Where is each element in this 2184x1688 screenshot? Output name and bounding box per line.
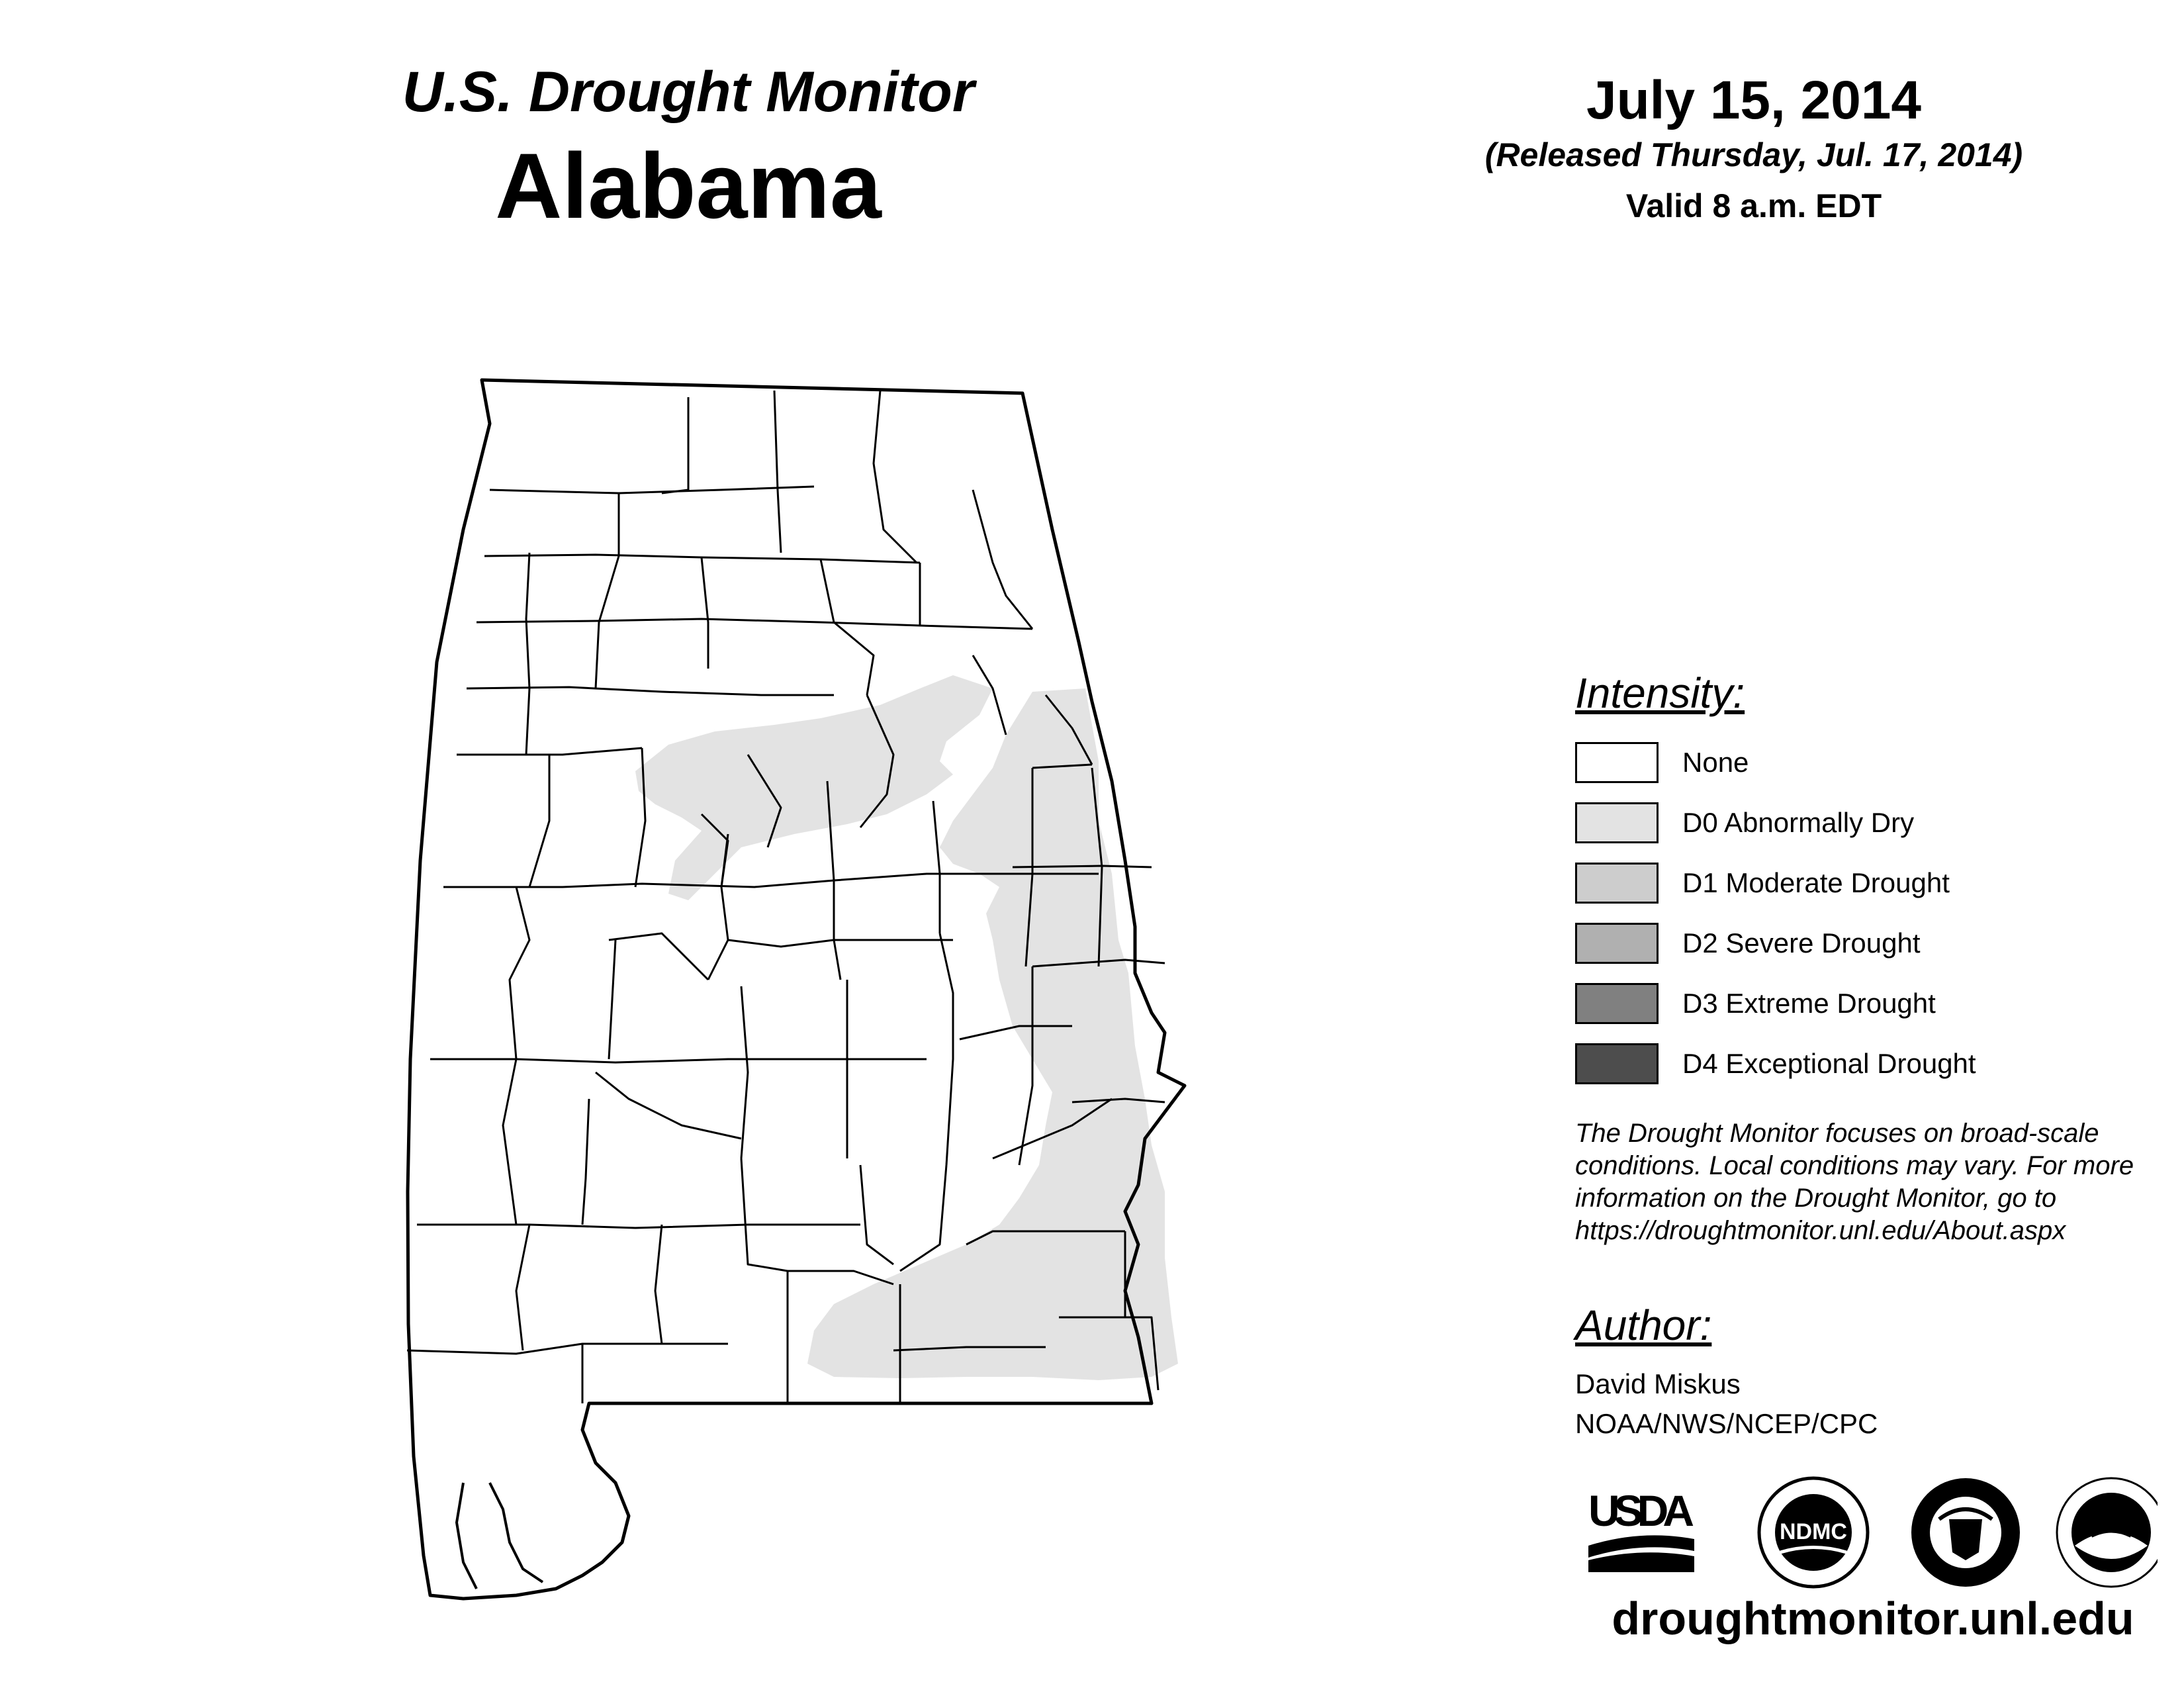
author-heading: Author: — [1575, 1301, 1712, 1349]
legend-swatch-d0 — [1575, 802, 1659, 843]
legend-label: None — [1682, 746, 1749, 778]
legend-label: D0 Abnormally Dry — [1682, 806, 1915, 838]
legend-item-d1 — [1575, 853, 2158, 913]
legend-label: D2 Severe Drought — [1682, 927, 1921, 959]
legend-swatch-d4 — [1575, 1043, 1659, 1084]
author-block — [1575, 1301, 2171, 1444]
legend-item-d2 — [1575, 913, 2158, 973]
legend-swatch-d3 — [1575, 983, 1659, 1024]
legend-swatch-d1 — [1575, 863, 1659, 904]
usda-logo — [1588, 1486, 1694, 1572]
mobile-bay-coast — [457, 1483, 543, 1589]
state-title: Alabama — [495, 134, 882, 238]
ndmc-logo — [1759, 1478, 1868, 1587]
d0-area — [635, 675, 1178, 1380]
alabama-drought-map — [397, 371, 1191, 1615]
ndmc-logo-text: NDMC — [1780, 1519, 1847, 1544]
commerce-seal — [1911, 1478, 2020, 1587]
legend-item-d4 — [1575, 1033, 2158, 1094]
legend-label: D3 Extreme Drought — [1682, 987, 1936, 1019]
author-org: NOAA/NWS/NCEP/CPC — [1575, 1408, 1878, 1439]
legend-item-d3 — [1575, 973, 2158, 1033]
map-date: July 15, 2014 — [1586, 70, 1922, 130]
usda-logo-text: USDA — [1588, 1486, 1694, 1535]
legend-item-d0 — [1575, 792, 2158, 853]
author-name: David Miskus — [1575, 1368, 1741, 1399]
legend-label: D4 Exceptional Drought — [1682, 1047, 1976, 1079]
legend-item-none — [1575, 732, 2158, 792]
map-series-title: U.S. Drought Monitor — [402, 60, 975, 124]
disclaimer-text: The Drought Monitor focuses on broad-scale conditions. Local conditions may vary. For more information on the Drought Monitor, go to https://droughtmonitor.unl.edu/About.aspx — [1575, 1119, 2134, 1245]
valid-time: Valid 8 a.m. EDT — [1625, 187, 1882, 224]
legend-heading: Intensity: — [1575, 669, 1745, 717]
legend-label: D1 Moderate Drought — [1682, 867, 1950, 898]
legend-swatch-d2 — [1575, 923, 1659, 964]
website-url[interactable]: droughtmonitor.unl.edu — [1612, 1593, 2134, 1644]
legend — [1575, 669, 2158, 1094]
noaa-logo — [2057, 1478, 2158, 1587]
legend-swatch-none — [1575, 742, 1659, 783]
agency-logos — [1588, 1473, 2158, 1592]
release-date: (Released Thursday, Jul. 17, 2014) — [1484, 136, 2023, 173]
